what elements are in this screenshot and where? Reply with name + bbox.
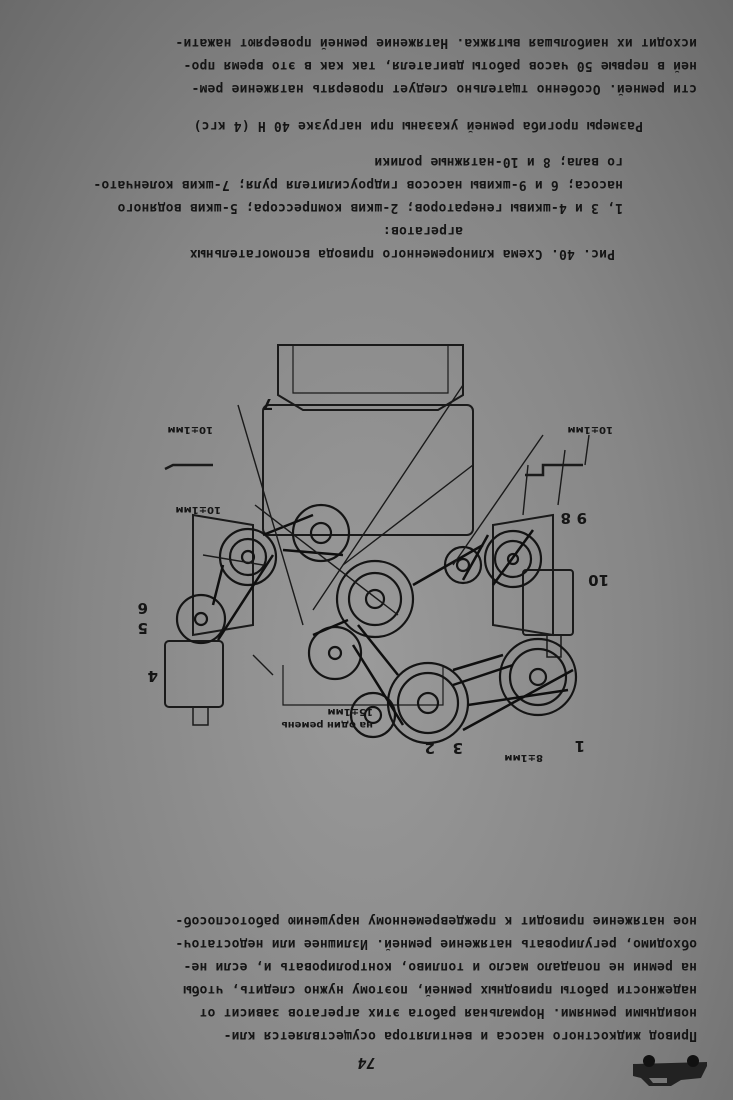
label-5: 5 [137, 619, 148, 637]
label-10: 10 [588, 571, 609, 589]
figure-caption-legend-2: насоса; 6 и 9-шкивы насосов гидроусилителя руля; 7-шкив коленчато- [93, 177, 623, 192]
top-paragraph-line-4: на ремни не попадало масло и топливо, контролировать и, если не- [183, 959, 697, 974]
page-number: 74 [357, 1054, 376, 1072]
bottom-paragraph-line-3: исходит их наибольшая вытяжка. Натяжение ремней проверяют нажати- [175, 35, 697, 50]
figure-caption-title-cont: агрегатов: [382, 223, 463, 238]
figure-caption-legend-3: го вала; 8 и 10-натяжные ролики [374, 154, 623, 169]
top-paragraph-line-3: надежности работы приводных ремней, поэтому нужно следить, чтобы [183, 982, 697, 997]
label-8: 8 [560, 509, 571, 527]
figure-caption-legend-1: 1, 3 и 4-шкивы генераторов; 2-шкив компрессора; 5-шкив водяного [117, 200, 623, 215]
label-3: 3 [452, 739, 463, 757]
dimension-d5: 10±1мм [167, 424, 213, 435]
top-paragraph-line-1: Привод жидкостного насоса и вентилятора осуществляется кли- [223, 1028, 697, 1043]
dimension-d2-note: на один ремень [281, 719, 373, 730]
dimension-d4: 10±1мм [175, 504, 221, 515]
label-1: 1 [574, 737, 585, 755]
label-7: 7 [262, 395, 273, 413]
top-paragraph-line-6: ное натяжение приводит к преждевременному нарушению работоспособ- [175, 913, 697, 928]
label-6: 6 [137, 599, 148, 617]
dimension-d2: 15±1мм [327, 706, 373, 717]
top-paragraph-line-5: обходимо, регулировать натяжение ремней. Излишнее или недостаточ- [175, 936, 697, 951]
label-9: 9 [576, 509, 587, 527]
bottom-paragraph-line-1: сти ремней. Особенно тщательно следует проверять натяжение рем- [191, 81, 697, 96]
belt-drive-diagram [133, 325, 613, 765]
truck-logo-icon [629, 1052, 711, 1092]
dimension-d1: 8±1мм [504, 752, 543, 763]
dimension-d3: 10±1мм [567, 424, 613, 435]
bottom-paragraph-line-2: ней в первые 50 часов работы двигателя, так как в это время про- [183, 58, 697, 73]
label-2: 2 [424, 739, 435, 757]
engine-drawing [133, 325, 613, 765]
figure-caption-title: Рис. 40. Схема клиноременного привода вспомогательных [189, 246, 615, 261]
load-note: Размеры прогиба ремней указаны при нагрузке 40 Н (4 кгс) [193, 118, 643, 133]
label-4: 4 [147, 667, 158, 685]
top-paragraph-line-2: новидными ремнями. Нормальная работа этих агрегатов зависит от [199, 1005, 697, 1020]
